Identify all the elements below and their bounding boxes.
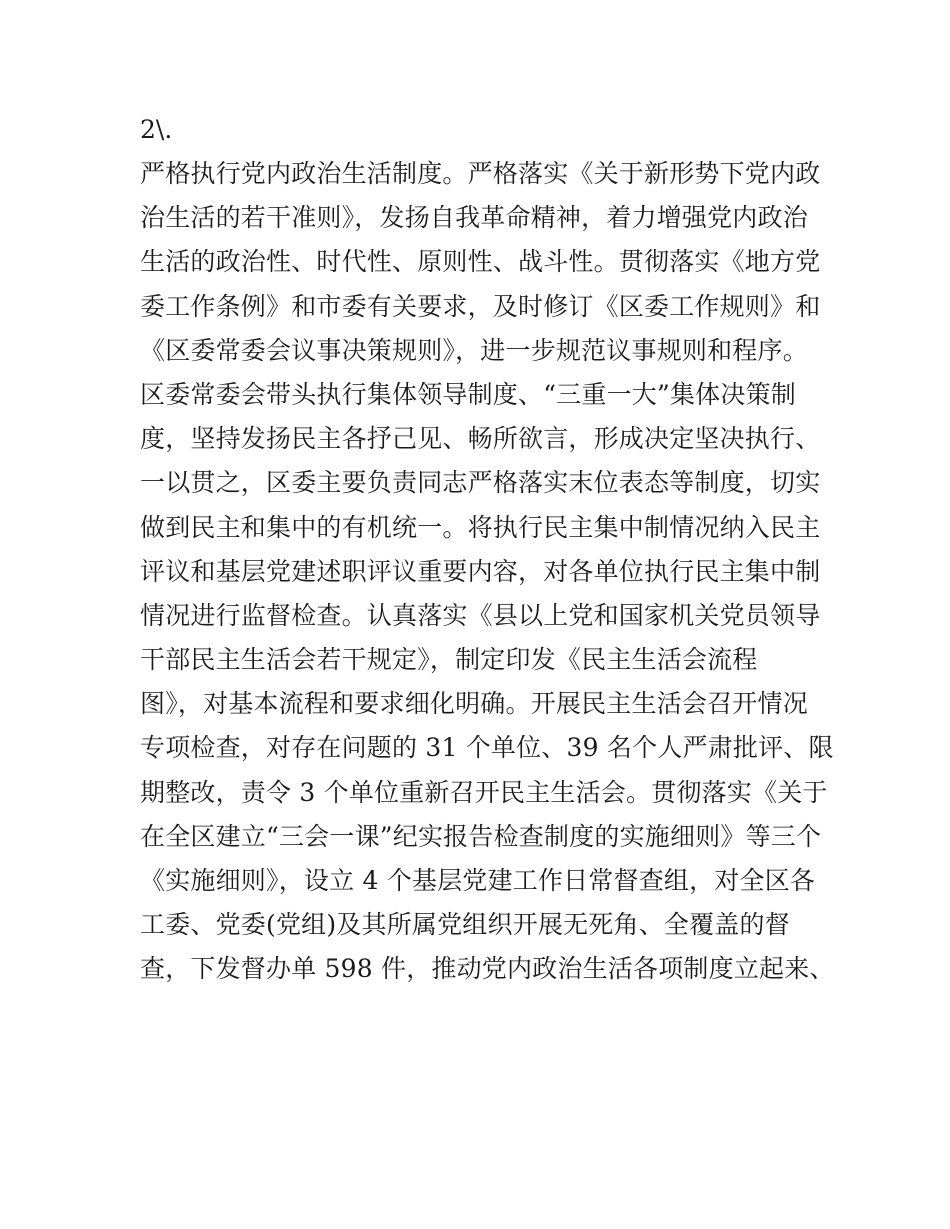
text-line: 做到民主和集中的有机统一。将执行民主集中制情况纳入民主 [140, 512, 821, 542]
text-line: 在全区建立“三会一课”纪实报告检查制度的实施细则》等三个 [140, 821, 822, 851]
text-line: 生活的政治性、时代性、原则性、战斗性。贯彻落实《地方党 [140, 247, 821, 277]
section-number: 2\. [140, 115, 173, 144]
text-line: 一以贯之，区委主要负责同志严格落实末位表态等制度，切实 [140, 468, 821, 498]
text-line: 区委常委会带头执行集体领导制度、“三重一大”集体决策制 [140, 379, 796, 409]
text-line: 干部民主生活会若干规定》，制定印发《民主生活会流程 [140, 645, 758, 675]
text-line: 图》，对基本流程和要求细化明确。开展民主生活会召开情况 [140, 689, 808, 719]
text-line: 期整改，责令 3 个单位重新召开民主生活会。贯彻落实《关于 [140, 777, 828, 807]
text-line: 治生活的若干准则》，发扬自我革命精神，着力增强党内政治 [140, 203, 808, 233]
paragraph [140, 152, 835, 992]
document-body [140, 108, 835, 992]
text-line: 委工作条例》和市委有关要求，及时修订《区委工作规则》和 [140, 291, 821, 321]
text-line: 评议和基层党建述职评议重要内容，对各单位执行民主集中制 [140, 556, 821, 586]
text-line: 《区委常委会议事决策规则》，进一步规范议事规则和程序。 [140, 335, 808, 365]
text-line: 度，坚持发扬民主各抒己见、畅所欲言，形成决定坚决执行、 [140, 424, 821, 454]
text-line: 查，下发督办单 598 件，推动党内政治生活各项制度立起来、 [140, 954, 835, 984]
text-line: 严格执行党内政治生活制度。严格落实《关于新形势下党内政 [140, 159, 821, 188]
text-line: 工委、党委(党组)及其所属党组织开展无死角、全覆盖的督 [140, 910, 790, 940]
text-line: 《实施细则》，设立 4 个基层党建工作日常督查组，对全区各 [140, 866, 816, 895]
text-line: 情况进行监督检查。认真落实《县以上党和国家机关党员领导 [140, 600, 821, 630]
text-line: 专项检查，对存在问题的 31 个单位、39 名个人严肃批评、限 [140, 733, 834, 763]
